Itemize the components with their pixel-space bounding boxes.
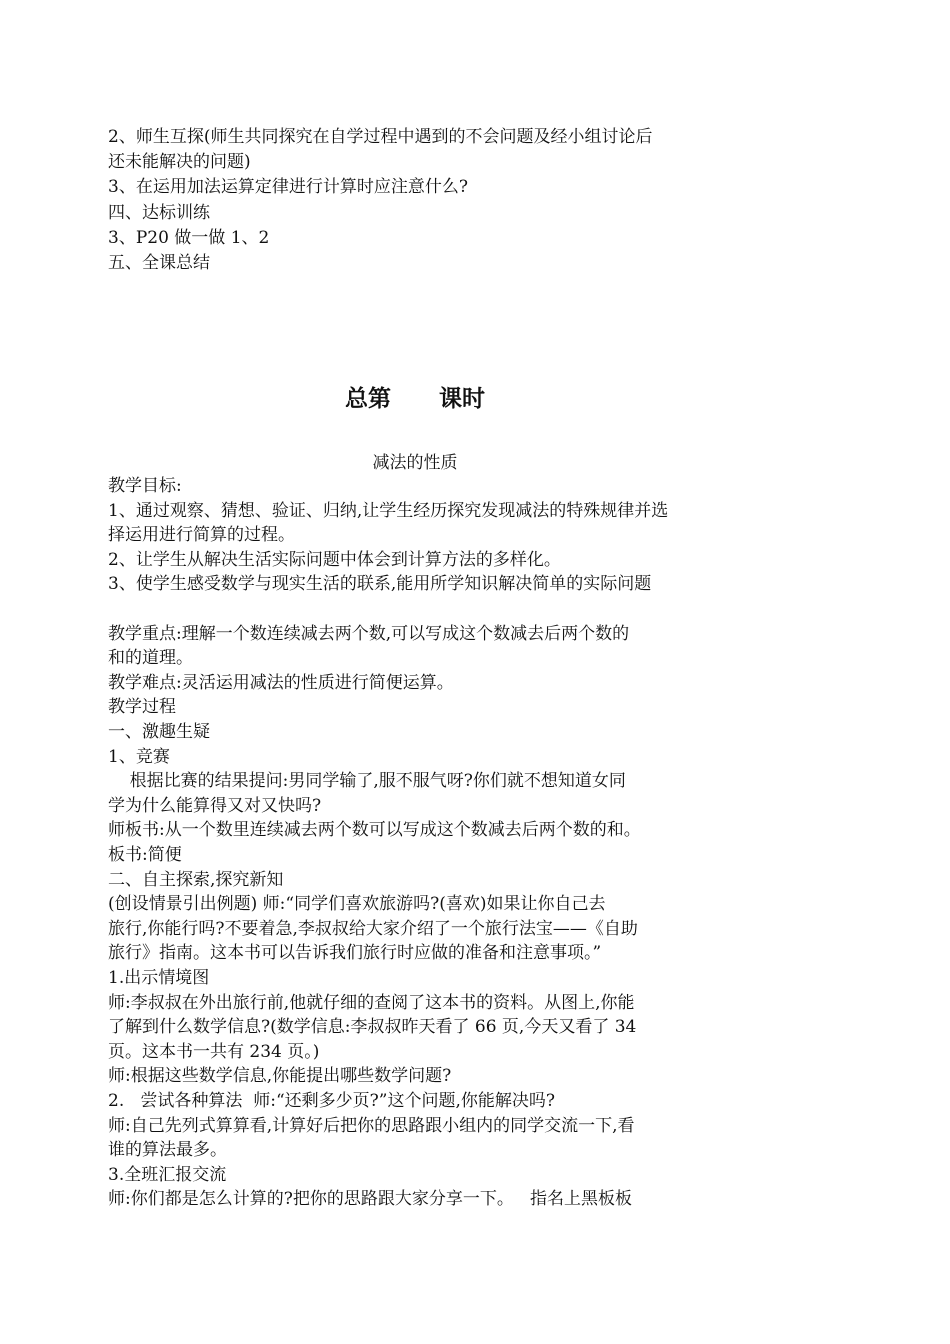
text-line: 和的道理。	[108, 648, 193, 669]
text-line: 二、自主探索,探究新知	[108, 869, 284, 890]
text-line: 师:自己先列式算算看,计算好后把你的思路跟小组内的同学交流一下,看	[108, 1115, 635, 1136]
text-line: 根据比赛的结果提问:男同学输了,服不服气呀?你们就不想知道女同	[108, 771, 626, 792]
text-line: 教学目标:	[108, 476, 182, 496]
text-line: 教学重点:理解一个数连续减去两个数,可以写成这个数减去后两个数的	[108, 623, 630, 644]
text-line: 1、通过观察、猜想、验证、归纳,让学生经历探究发现减法的特殊规律并选	[108, 500, 669, 521]
text-line: 五、全课总结	[108, 253, 210, 273]
text-line: (创设情景引出例题) 师:“同学们喜欢旅游吗?(喜欢)如果让你自己去	[108, 894, 606, 915]
lesson-heading: 总第 课时	[344, 386, 486, 412]
text-line: 1.出示情境图	[108, 968, 210, 988]
text-line: 旅行》指南。这本书可以告诉我们旅行时应做的准备和注意事项。”	[108, 943, 602, 964]
text-line: 一、激趣生疑	[108, 722, 210, 742]
text-line: 3、使学生感受数学与现实生活的联系,能用所学知识解决简单的实际问题	[108, 574, 652, 595]
text-line: 3、P20 做一做 1、2	[108, 227, 270, 248]
text-line: 师:李叔叔在外出旅行前,他就仔细的查阅了这本书的资料。从图上,你能	[108, 992, 635, 1013]
text-line: 师:你们都是怎么计算的?把你的思路跟大家分享一下。 指名上黑板板	[108, 1189, 633, 1210]
text-line: 还未能解决的问题)	[108, 152, 251, 173]
text-line: 谁的算法最多。	[108, 1140, 227, 1161]
text-line: 四、达标训练	[108, 202, 210, 223]
text-line: 师板书:从一个数里连续减去两个数可以写成这个数减去后两个数的和。	[108, 820, 641, 841]
text-line: 2. 尝试各种算法 师:“还剩多少页?”这个问题,你能解决吗?	[108, 1091, 555, 1111]
text-line: 择运用进行简算的过程。	[108, 525, 295, 546]
text-line: 3.全班汇报交流	[108, 1164, 227, 1185]
text-line: 旅行,你能行吗?不要着急,李叔叔给大家介绍了一个旅行法宝——《自助	[108, 918, 638, 939]
text-line: 2、师生互探(师生共同探究在自学过程中遇到的不会问题及经小组讨论后	[108, 127, 653, 147]
text-line: 教学过程	[108, 697, 176, 718]
text-line: 教学难点:灵活运用减法的性质进行简便运算。	[108, 672, 454, 693]
text-line: 师:根据这些数学信息,你能提出哪些数学问题?	[108, 1066, 452, 1087]
text-line: 1、竞赛	[108, 746, 170, 767]
text-line: 2、让学生从解决生活实际问题中体会到计算方法的多样化。	[108, 549, 561, 570]
text-line: 3、在运用加法运算定律进行计算时应注意什么?	[108, 177, 468, 198]
text-line: 学为什么能算得又对又快吗?	[108, 795, 322, 816]
text-line: 页。这本书一共有 234 页。)	[108, 1041, 320, 1062]
text-line: 板书:简便	[108, 845, 182, 865]
lesson-subtitle: 减法的性质	[372, 453, 458, 473]
text-line: 了解到什么数学信息?(数学信息:李叔叔昨天看了 66 页,今天又看了 34	[108, 1017, 637, 1038]
